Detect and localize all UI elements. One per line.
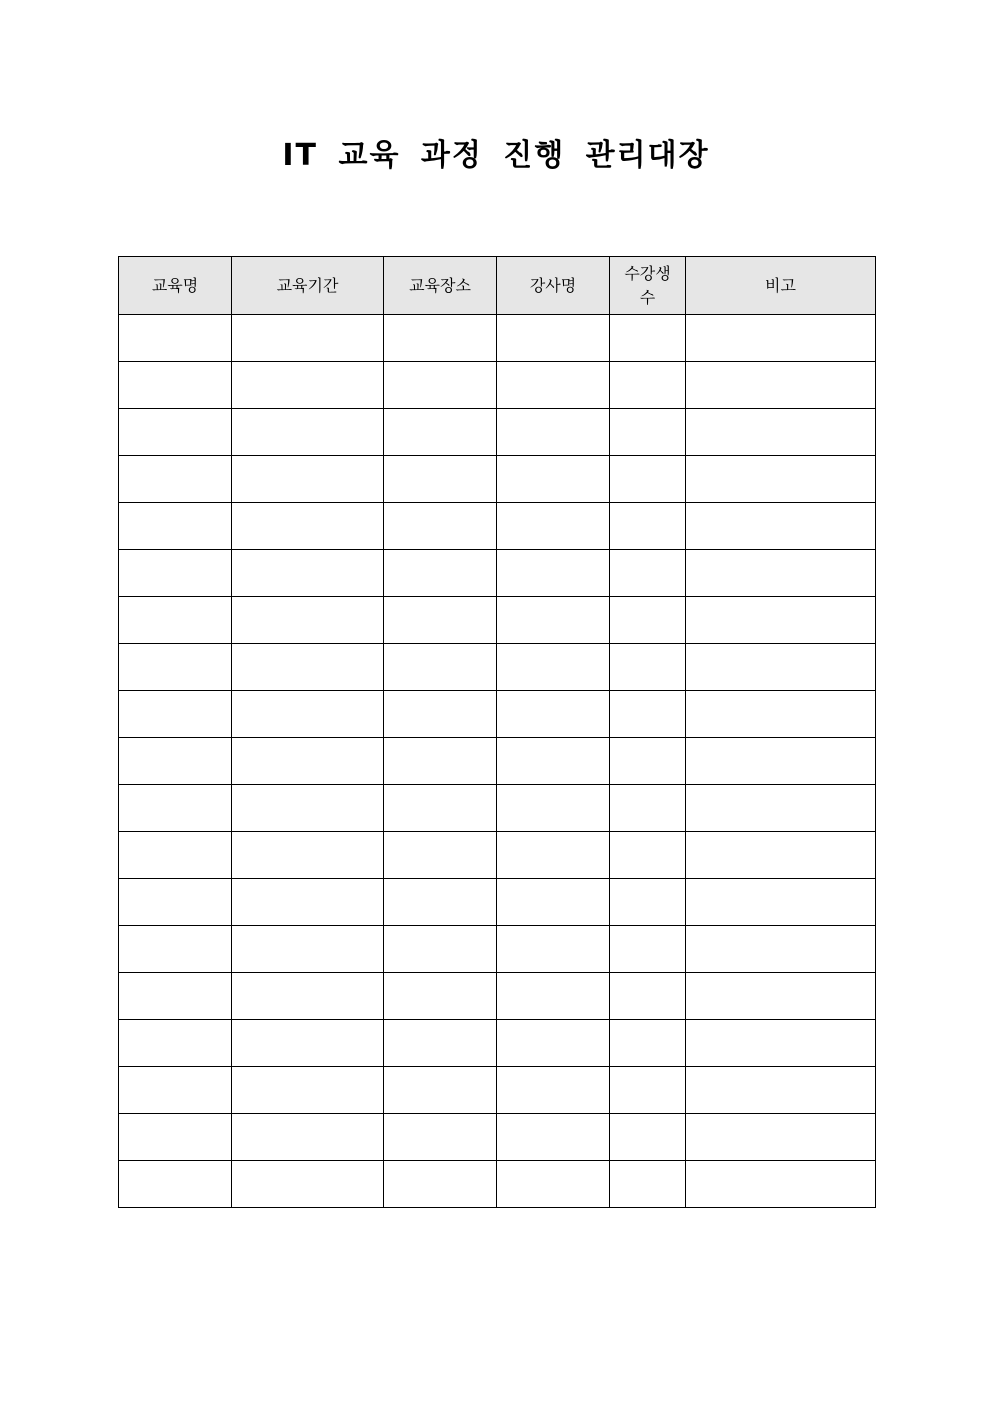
cell-course-period[interactable] bbox=[232, 597, 384, 644]
cell-course-name[interactable] bbox=[119, 362, 232, 409]
cell-course-period[interactable] bbox=[232, 1161, 384, 1208]
cell-instructor-name[interactable] bbox=[497, 456, 610, 503]
cell-instructor-name[interactable] bbox=[497, 503, 610, 550]
cell-remarks[interactable] bbox=[686, 1114, 876, 1161]
cell-remarks[interactable] bbox=[686, 691, 876, 738]
table-row bbox=[119, 597, 876, 644]
cell-student-count[interactable] bbox=[610, 691, 686, 738]
cell-course-period[interactable] bbox=[232, 973, 384, 1020]
cell-course-period[interactable] bbox=[232, 832, 384, 879]
cell-instructor-name[interactable] bbox=[497, 550, 610, 597]
cell-course-location[interactable] bbox=[384, 1067, 497, 1114]
table-row bbox=[119, 738, 876, 785]
cell-course-name[interactable] bbox=[119, 1114, 232, 1161]
cell-course-period[interactable] bbox=[232, 738, 384, 785]
cell-instructor-name[interactable] bbox=[497, 973, 610, 1020]
cell-student-count[interactable] bbox=[610, 738, 686, 785]
cell-course-location[interactable] bbox=[384, 879, 497, 926]
cell-student-count[interactable] bbox=[610, 926, 686, 973]
cell-course-location[interactable] bbox=[384, 409, 497, 456]
cell-course-period[interactable] bbox=[232, 503, 384, 550]
cell-student-count[interactable] bbox=[610, 315, 686, 362]
cell-remarks[interactable] bbox=[686, 409, 876, 456]
cell-instructor-name[interactable] bbox=[497, 315, 610, 362]
cell-course-name[interactable] bbox=[119, 456, 232, 503]
cell-course-period[interactable] bbox=[232, 362, 384, 409]
cell-instructor-name[interactable] bbox=[497, 1114, 610, 1161]
table-row bbox=[119, 362, 876, 409]
cell-course-location[interactable] bbox=[384, 456, 497, 503]
cell-student-count[interactable] bbox=[610, 879, 686, 926]
cell-instructor-name[interactable] bbox=[497, 1161, 610, 1208]
table-header-row bbox=[119, 257, 876, 315]
cell-course-period[interactable] bbox=[232, 785, 384, 832]
cell-student-count[interactable] bbox=[610, 973, 686, 1020]
cell-course-period[interactable] bbox=[232, 456, 384, 503]
table-row bbox=[119, 926, 876, 973]
cell-remarks[interactable] bbox=[686, 738, 876, 785]
cell-instructor-name[interactable] bbox=[497, 738, 610, 785]
cell-student-count[interactable] bbox=[610, 550, 686, 597]
cell-course-location[interactable] bbox=[384, 550, 497, 597]
cell-remarks[interactable] bbox=[686, 550, 876, 597]
cell-remarks[interactable] bbox=[686, 362, 876, 409]
cell-remarks[interactable] bbox=[686, 456, 876, 503]
cell-student-count[interactable] bbox=[610, 1114, 686, 1161]
cell-remarks[interactable] bbox=[686, 315, 876, 362]
cell-student-count[interactable] bbox=[610, 597, 686, 644]
cell-course-location[interactable] bbox=[384, 738, 497, 785]
cell-instructor-name[interactable] bbox=[497, 1020, 610, 1067]
cell-course-location[interactable] bbox=[384, 926, 497, 973]
cell-instructor-name[interactable] bbox=[497, 409, 610, 456]
header-course-period: 교육기간 bbox=[232, 257, 384, 315]
table-row bbox=[119, 879, 876, 926]
table-row bbox=[119, 315, 876, 362]
cell-course-name[interactable] bbox=[119, 1161, 232, 1208]
cell-remarks[interactable] bbox=[686, 644, 876, 691]
table-body bbox=[119, 315, 876, 1208]
cell-student-count[interactable] bbox=[610, 1020, 686, 1067]
table-row bbox=[119, 832, 876, 879]
cell-course-period[interactable] bbox=[232, 409, 384, 456]
cell-course-period[interactable] bbox=[232, 644, 384, 691]
cell-instructor-name[interactable] bbox=[497, 362, 610, 409]
cell-student-count[interactable] bbox=[610, 1161, 686, 1208]
cell-course-period[interactable] bbox=[232, 550, 384, 597]
cell-student-count[interactable] bbox=[610, 456, 686, 503]
cell-course-location[interactable] bbox=[384, 1020, 497, 1067]
cell-student-count[interactable] bbox=[610, 1067, 686, 1114]
table-row bbox=[119, 785, 876, 832]
table-row bbox=[119, 1161, 876, 1208]
cell-course-period[interactable] bbox=[232, 1114, 384, 1161]
cell-course-location[interactable] bbox=[384, 315, 497, 362]
table-row bbox=[119, 1067, 876, 1114]
cell-course-name[interactable] bbox=[119, 1067, 232, 1114]
cell-remarks[interactable] bbox=[686, 1020, 876, 1067]
table-row bbox=[119, 644, 876, 691]
header-remarks: 비고 bbox=[686, 257, 876, 315]
cell-student-count[interactable] bbox=[610, 832, 686, 879]
cell-course-period[interactable] bbox=[232, 926, 384, 973]
cell-remarks[interactable] bbox=[686, 926, 876, 973]
table-row bbox=[119, 456, 876, 503]
cell-course-name[interactable] bbox=[119, 973, 232, 1020]
table-row bbox=[119, 973, 876, 1020]
table-row bbox=[119, 691, 876, 738]
cell-course-name[interactable] bbox=[119, 691, 232, 738]
table-row bbox=[119, 550, 876, 597]
cell-course-period[interactable] bbox=[232, 315, 384, 362]
cell-instructor-name[interactable] bbox=[497, 785, 610, 832]
table-row bbox=[119, 503, 876, 550]
cell-course-location[interactable] bbox=[384, 362, 497, 409]
cell-course-location[interactable] bbox=[384, 644, 497, 691]
cell-course-name[interactable] bbox=[119, 879, 232, 926]
cell-instructor-name[interactable] bbox=[497, 597, 610, 644]
cell-remarks[interactable] bbox=[686, 879, 876, 926]
cell-remarks[interactable] bbox=[686, 1161, 876, 1208]
cell-instructor-name[interactable] bbox=[497, 1067, 610, 1114]
cell-instructor-name[interactable] bbox=[497, 691, 610, 738]
cell-student-count[interactable] bbox=[610, 503, 686, 550]
cell-course-name[interactable] bbox=[119, 738, 232, 785]
cell-remarks[interactable] bbox=[686, 785, 876, 832]
cell-course-name[interactable] bbox=[119, 503, 232, 550]
table-row bbox=[119, 1114, 876, 1161]
cell-remarks[interactable] bbox=[686, 973, 876, 1020]
cell-instructor-name[interactable] bbox=[497, 832, 610, 879]
cell-remarks[interactable] bbox=[686, 503, 876, 550]
cell-course-name[interactable] bbox=[119, 409, 232, 456]
cell-course-period[interactable] bbox=[232, 879, 384, 926]
header-instructor-name: 강사명 bbox=[497, 257, 610, 315]
cell-course-name[interactable] bbox=[119, 926, 232, 973]
cell-course-location[interactable] bbox=[384, 973, 497, 1020]
cell-course-location[interactable] bbox=[384, 1114, 497, 1161]
cell-course-location[interactable] bbox=[384, 1161, 497, 1208]
cell-course-location[interactable] bbox=[384, 503, 497, 550]
cell-instructor-name[interactable] bbox=[497, 879, 610, 926]
document-title: IT 교육 과정 진행 관리대장 bbox=[282, 138, 710, 173]
cell-course-name[interactable] bbox=[119, 315, 232, 362]
table-row bbox=[119, 1020, 876, 1067]
cell-remarks[interactable] bbox=[686, 597, 876, 644]
cell-course-name[interactable] bbox=[119, 1020, 232, 1067]
cell-course-location[interactable] bbox=[384, 597, 497, 644]
cell-course-location[interactable] bbox=[384, 785, 497, 832]
cell-instructor-name[interactable] bbox=[497, 644, 610, 691]
cell-student-count[interactable] bbox=[610, 362, 686, 409]
cell-course-period[interactable] bbox=[232, 1067, 384, 1114]
cell-course-name[interactable] bbox=[119, 785, 232, 832]
cell-student-count[interactable] bbox=[610, 785, 686, 832]
cell-remarks[interactable] bbox=[686, 1067, 876, 1114]
cell-course-name[interactable] bbox=[119, 550, 232, 597]
cell-student-count[interactable] bbox=[610, 409, 686, 456]
cell-course-name[interactable] bbox=[119, 597, 232, 644]
cell-instructor-name[interactable] bbox=[497, 926, 610, 973]
cell-course-name[interactable] bbox=[119, 832, 232, 879]
table-row bbox=[119, 409, 876, 456]
header-student-count: 수강생수 bbox=[610, 257, 686, 315]
cell-course-location[interactable] bbox=[384, 832, 497, 879]
education-ledger-table bbox=[118, 256, 876, 1208]
cell-student-count[interactable] bbox=[610, 644, 686, 691]
cell-course-period[interactable] bbox=[232, 1020, 384, 1067]
cell-course-location[interactable] bbox=[384, 691, 497, 738]
header-course-location: 교육장소 bbox=[384, 257, 497, 315]
cell-remarks[interactable] bbox=[686, 832, 876, 879]
cell-course-name[interactable] bbox=[119, 644, 232, 691]
header-course-name: 교육명 bbox=[119, 257, 232, 315]
cell-course-period[interactable] bbox=[232, 691, 384, 738]
